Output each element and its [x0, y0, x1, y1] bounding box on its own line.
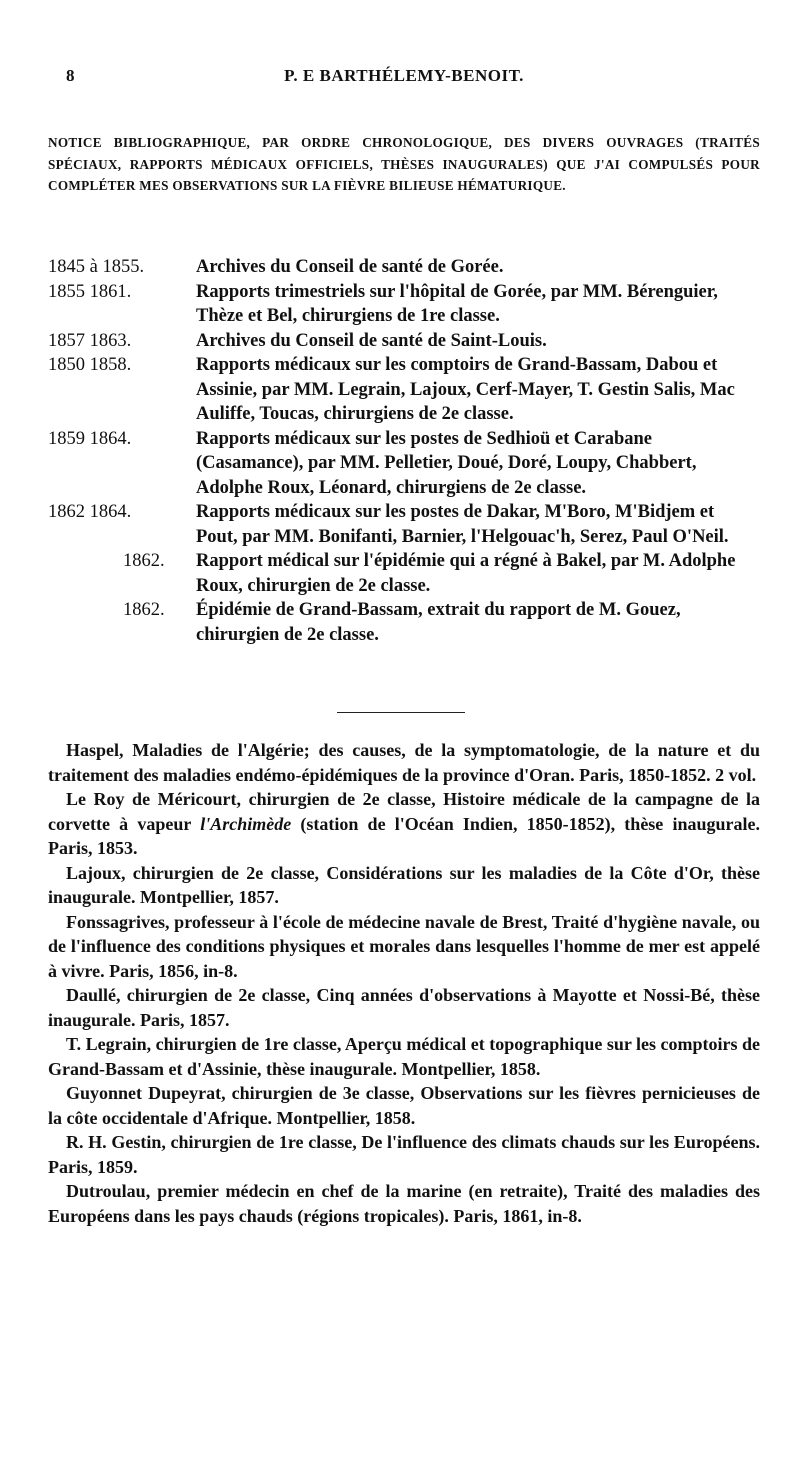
running-title: P. E BARTHÉLEMY-BENOIT.: [284, 66, 524, 85]
entry-years: 1845 à 1855.: [48, 257, 145, 277]
chronology-entry: [48, 598, 760, 647]
entry-text: Rapports médicaux sur les comptoirs de Grand-Bassam, Dabou et Assinie, par MM. Legrain, Lajoux, Cerf-Mayer, T. Gestin Salis, Mac Auliffe, Toucas, chirurgiens de 2e classe.: [196, 355, 735, 424]
bibliography-entry: T. Legrain, chirurgien de 1re classe, Aperçu médical et topographique sur les comptoirs de Grand-Bassam et d'Assinie, thèse inaugurale. Montpellier, 1858.: [48, 1034, 760, 1079]
chronology-entry: [48, 427, 760, 501]
bibliography-entry: Daullé, chirurgien de 2e classe, Cinq années d'observations à Mayotte et Nossi-Bé, thèse inaugurale. Paris, 1857.: [48, 985, 760, 1030]
chronology-entry: [48, 353, 760, 427]
section-divider: [337, 712, 465, 713]
entry-text: Épidémie de Grand-Bassam, extrait du rapport de M. Gouez, chirurgien de 2e classe.: [196, 600, 681, 645]
entry-years: 1850 1858.: [48, 355, 132, 375]
chronology-list: [48, 255, 760, 647]
entry-text: Archives du Conseil de santé de Saint-Louis.: [196, 330, 547, 351]
entry-years: 1862.: [123, 551, 165, 571]
bibliography-entry: Haspel, Maladies de l'Algérie; des causes, de la symptomatologie, de la nature et du traitement des maladies endémo-épidémiques de la province d'Oran. Paris, 1850-1852. 2 vol.: [48, 740, 760, 785]
bibliography-entry: Guyonnet Dupeyrat, chirurgien de 3e classe, Observations sur les fièvres pernicieuses de la côte occidentale d'Afrique. Montpellier, 1858.: [48, 1083, 760, 1128]
entry-years: 1859 1864.: [48, 428, 132, 449]
entry-text: Archives du Conseil de santé de Gorée.: [196, 257, 504, 277]
notice-heading: NOTICE BIBLIOGRAPHIQUE, PAR ORDRE CHRONOLOGIQUE, DES DIVERS OUVRAGES (TRAITÉS SPÉCIAUX, RAPPORTS MÉDICAUX OFFICIELS, THÈSES INAUGURALES) QUE J'AI COMPULSÉS POUR COMPLÉTER MES OBSERVATIONS SUR LA FIÈVRE BILIEUSE HÉMATURIQUE.: [48, 135, 760, 193]
bibliography-entry: Fonssagrives, professeur à l'école de médecine navale de Brest, Traité d'hygiène navale, ou de l'influence des conditions physiques et morales dans lesquelles l'homme de mer est appelé à vivre. Paris, 1856, in-8.: [48, 911, 760, 981]
entry-text: Rapports trimestriels sur l'hôpital de Gorée, par MM. Bérenguier, Thèze et Bel, chirurgiens de 1re classe.: [196, 281, 718, 326]
entry-text: Le Roy de Méricourt, chirurgien de 2e classe, Histoire médicale de la campagne de la corvette à vapeur: [48, 789, 760, 834]
ship-name: l'Archimède: [200, 813, 292, 834]
chronology-entry: [48, 329, 760, 354]
page-header: [48, 66, 760, 92]
chronology-entry: [48, 549, 760, 598]
entry-text: (station de l'Océan Indien, 1850-1852), thèse inaugurale. Paris, 1853.: [48, 813, 760, 858]
bibliography-entry: Dutroulau, premier médecin en chef de la marine (en retraite), Traité des maladies des Européens dans les pays chauds (régions tropicales). Paris, 1861, in-8.: [48, 1181, 760, 1226]
chronology-entry: [48, 255, 760, 280]
entry-text: Rapports médicaux sur les postes de Sedhioü et Carabane (Casamance), par MM. Pelletier, Doué, Doré, Loupy, Chabbert, Adolphe Roux, Léonard, chirurgiens de 2e classe.: [196, 428, 697, 498]
entry-text: Rapport médical sur l'épidémie qui a régné à Bakel, par M. Adolphe Roux, chirurgien de 2e classe.: [196, 551, 736, 596]
entry-years: 1857 1863.: [48, 330, 132, 351]
bibliography-entry: R. H. Gestin, chirurgien de 1re classe, De l'influence des climats chauds sur les Européens. Paris, 1859.: [48, 1132, 760, 1177]
entry-years: 1855 1861.: [48, 281, 132, 302]
chronology-entry: [48, 500, 760, 549]
bibliography-entry: Lajoux, chirurgien de 2e classe, Considérations sur les maladies de la Côte d'Or, thèse inaugurale. Montpellier, 1857.: [48, 862, 760, 907]
page-number: 8: [66, 66, 75, 85]
entry-years: 1862.: [123, 600, 165, 620]
chronology-entry: [48, 280, 760, 329]
entry-text: Rapports médicaux sur les postes de Dakar, M'Boro, M'Bidjem et Pout, par MM. Bonifanti, Barnier, l'Helgouac'h, Serez, Paul O'Neil.: [196, 502, 729, 547]
bibliography-list: [48, 738, 760, 1228]
entry-years: 1862 1864.: [48, 502, 132, 522]
bibliography-entry: [48, 787, 760, 861]
